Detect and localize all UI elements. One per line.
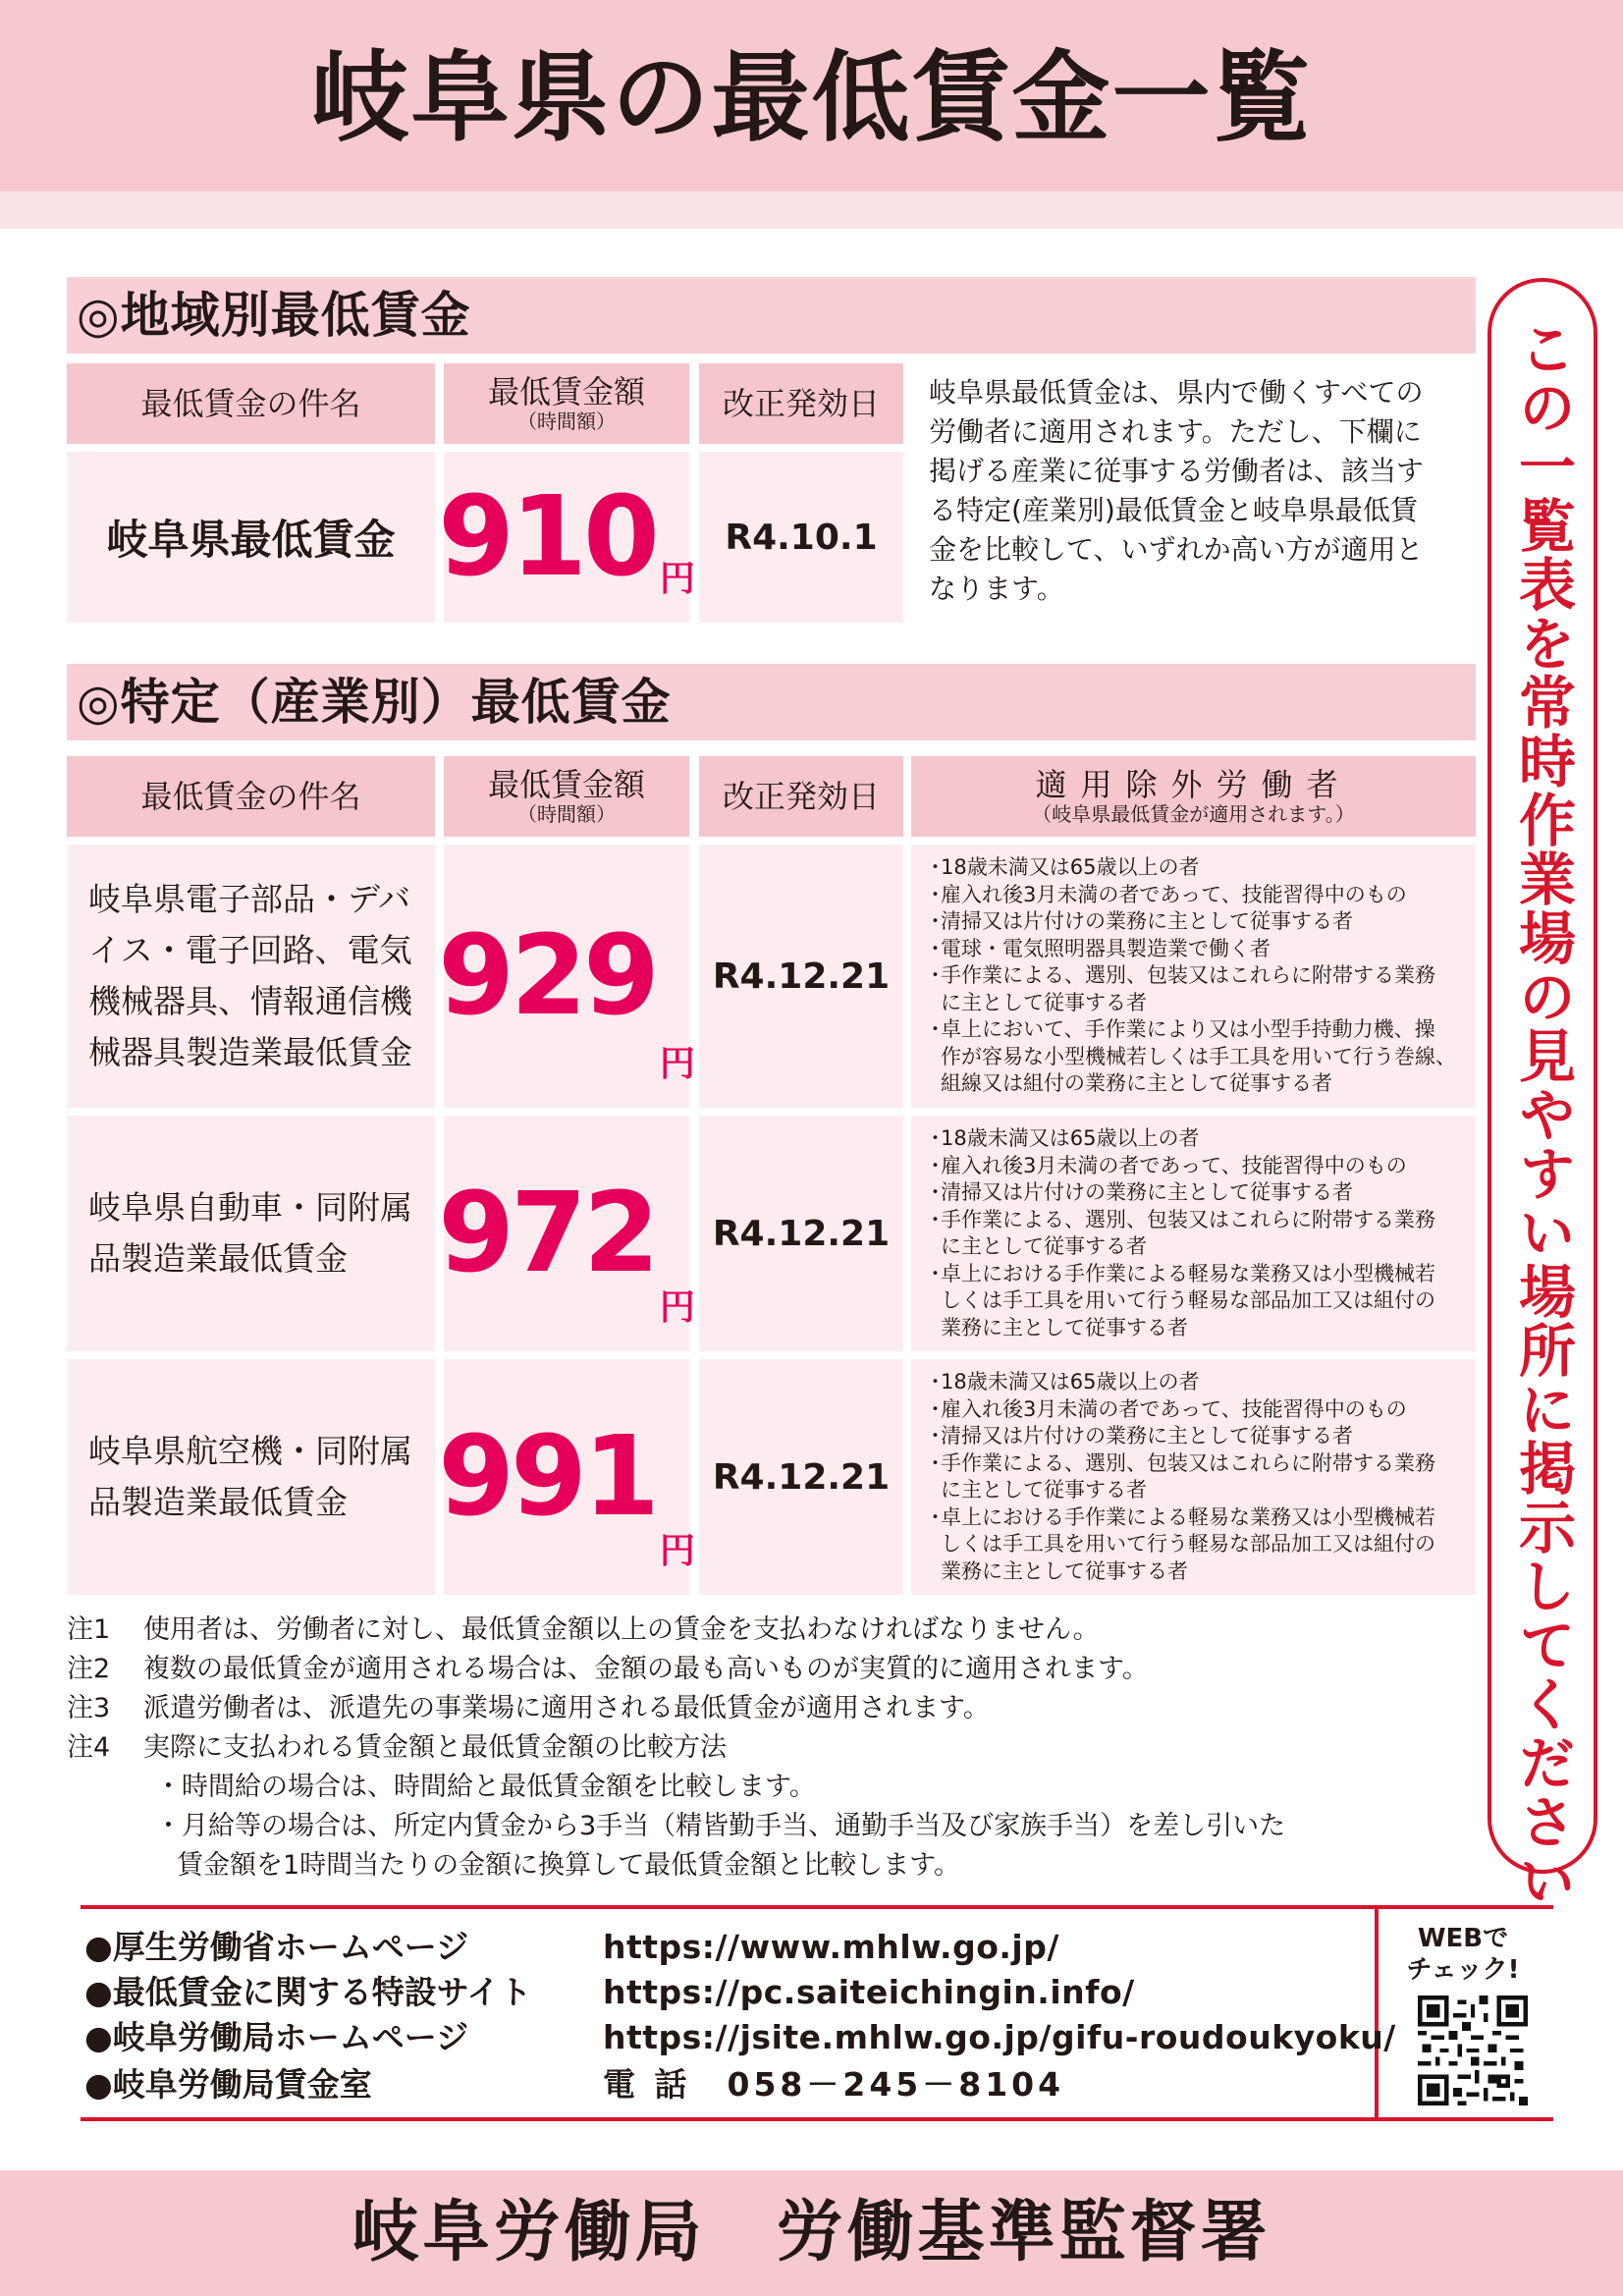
specific-row-exclusions <box>911 1359 1476 1595</box>
specific-row-exclusions <box>911 1116 1476 1351</box>
exclusion-item: に主として従事する者 <box>941 1234 1147 1258</box>
regional-row-name <box>67 452 435 623</box>
exclusion-item: に主として従事する者 <box>941 1478 1147 1502</box>
web-check-label: WEBで チェック! <box>1406 1924 1520 1985</box>
exclusion-item: ・ 18歳未満又は65歳以上の者 <box>925 1370 1200 1394</box>
specific-row-name <box>67 1359 435 1595</box>
name-line: 岐阜県自動車・同附属 <box>88 1188 412 1227</box>
link-label: ●岐阜労働局賃金室 <box>84 2065 372 2104</box>
wage-amount: 972 <box>438 1170 656 1297</box>
specific-header-wage <box>444 756 689 837</box>
wage-amount: 929 <box>438 912 656 1040</box>
note4-item: 賃金額を1時間当たりの金額に換算して最低賃金額と比較します。 <box>177 1850 961 1881</box>
name-line: 械器具製造業最低賃金 <box>88 1033 412 1071</box>
header-sublabel: （時間額） <box>517 801 616 826</box>
description-line: なります。 <box>929 573 1064 605</box>
exclusion-item: ・ 手作業による、選別、包装又はこれらに附帯する業務 <box>925 963 1435 987</box>
header-label: 改正発効日 <box>722 777 880 815</box>
specific-row-wage <box>438 1116 695 1351</box>
exclusion-item: ・ 清掃又は片付けの業務に主として従事する者 <box>925 909 1353 933</box>
yen-unit: 円 <box>659 1287 695 1328</box>
exclusion-item: ・ 18歳未満又は65歳以上の者 <box>925 1126 1200 1150</box>
links-divider <box>1375 1905 1379 2121</box>
name-line: 品製造業最低賃金 <box>88 1483 348 1521</box>
regional-description <box>911 363 1476 623</box>
link-label: ●厚生労働省ホームページ <box>84 1928 469 1966</box>
exclusion-item: しくは手工具を用いて行う軽易な部品加工又は組付の <box>941 1288 1435 1312</box>
exclusion-item: ・ 雇入れ後3月未満の者であって、技能習得中のもの <box>925 1153 1407 1177</box>
link-label: ●岐阜労働局ホームページ <box>84 2018 469 2056</box>
specific-row-name <box>67 845 435 1108</box>
exclusion-item: ・ 清掃又は片付けの業務に主として従事する者 <box>925 1180 1353 1204</box>
effective-date: R4.12.21 <box>712 1456 891 1498</box>
regional-heading: ◎地域別最低賃金 <box>67 277 1476 354</box>
exclusion-item: に主として従事する者 <box>941 990 1147 1014</box>
link-url[interactable]: https://jsite.mhlw.go.jp/gifu-roudoukyoku/ <box>603 2018 1396 2056</box>
phone-number: 電 話 058－245－8104 <box>603 2065 1065 2104</box>
specific-header-exclusions <box>911 756 1476 837</box>
exclusion-item: ・ 雇入れ後3月未満の者であって、技能習得中のもの <box>925 882 1407 906</box>
link-row[interactable] <box>84 1925 1059 1970</box>
effective-date: R4.12.21 <box>712 956 891 997</box>
yen-unit: 円 <box>659 559 695 599</box>
link-row[interactable] <box>84 2015 1396 2060</box>
yen-unit: 円 <box>659 1531 695 1571</box>
regional-header-name <box>67 363 435 444</box>
exclusion-item: ・ 卓上における手作業による軽易な業務又は小型機械若 <box>925 1261 1435 1285</box>
exclusion-item: 業務に主として従事する者 <box>941 1558 1188 1583</box>
specific-row-date <box>699 1359 903 1595</box>
note4-item: ・月給等の場合は、所定内賃金から3手当（精皆勤手当、通勤手当及び家族手当）を差し引いた <box>155 1811 1286 1841</box>
note-item: 注1 使用者は、労働者に対し、最低賃金額以上の賃金を支払わなければなりません。 <box>67 1614 1100 1645</box>
regional-header-wage <box>444 363 689 444</box>
effective-date: R4.12.21 <box>712 1213 891 1254</box>
header-label: 最低賃金の件名 <box>140 777 361 815</box>
notes <box>67 1611 1461 1886</box>
name-line: イス・電子回路、電気 <box>88 931 412 969</box>
exclusion-item: ・ 手作業による、選別、包装又はこれらに附帯する業務 <box>925 1450 1435 1475</box>
header-label: 最低賃金の件名 <box>140 384 361 422</box>
banner-text: この一覧表を常時作業場の見やすい場所に掲示してください <box>1509 319 1576 1910</box>
header-label: 適用除外労働者 <box>1035 766 1352 804</box>
exclusion-item: ・ 電球・電気照明器具製造業で働く者 <box>925 936 1271 960</box>
note-item: 注3 派遣労働者は、派遣先の事業場に適用される最低賃金が適用されます。 <box>67 1693 990 1723</box>
regional-row-date <box>699 452 903 623</box>
exclusion-item: 作が容易な小型機械若しくは手工具を用いて行う巻線、 <box>941 1044 1456 1068</box>
regional-row-wage <box>438 452 695 623</box>
exclusion-item: ・ 清掃又は片付けの業務に主として従事する者 <box>925 1424 1353 1448</box>
note-item: 注2 複数の最低賃金が適用される場合は、金額の最も高いものが実質的に適用されます。 <box>67 1654 1149 1684</box>
footer: 岐阜労働局 労働基準監督署 <box>0 2170 1623 2296</box>
specific-row-date <box>699 1116 903 1351</box>
exclusion-item: ・ 18歳未満又は65歳以上の者 <box>925 855 1200 879</box>
link-label: ●最低賃金に関する特設サイト <box>84 1973 532 2011</box>
specific-row-exclusions <box>911 845 1476 1108</box>
header-label: 最低賃金額 <box>487 766 645 804</box>
description-text <box>929 373 1424 609</box>
note-item: 注4 実際に支払われる賃金額と最低賃金額の比較方法 <box>67 1732 727 1763</box>
exclusion-item: 組線又は組付の業務に主として従事する者 <box>941 1071 1332 1095</box>
description-line: 岐阜県最低賃金は、県内で働くすべての <box>929 376 1424 409</box>
description-line: る特定(産業別)最低賃金と岐阜県最低賃 <box>929 494 1418 526</box>
specific-header-date <box>699 756 903 837</box>
exclusion-item: 業務に主として従事する者 <box>941 1315 1188 1339</box>
effective-date: R4.10.1 <box>725 517 878 558</box>
description-line: 労働者に適用されます。ただし、下欄に <box>929 415 1422 448</box>
exclusion-item: ・ 雇入れ後3月未満の者であって、技能習得中のもの <box>925 1396 1407 1421</box>
name-line: 品製造業最低賃金 <box>88 1239 348 1278</box>
description-line: 掲げる産業に従事する労働者は、該当す <box>929 455 1425 487</box>
title-stripe <box>0 191 1623 229</box>
header-sublabel: （岐阜県最低賃金が適用されます。） <box>1032 801 1355 826</box>
name-line: 岐阜県航空機・同附属 <box>88 1432 412 1470</box>
exclusion-item: しくは手工具を用いて行う軽易な部品加工又は組付の <box>941 1532 1435 1556</box>
exclusion-item: ・ 卓上における手作業による軽易な業務又は小型機械若 <box>925 1504 1435 1529</box>
regional-header-date <box>699 363 903 444</box>
link-url[interactable]: https://pc.saiteichingin.info/ <box>603 1973 1135 2011</box>
note4-item: ・時間給の場合は、時間給と最低賃金額を比較します。 <box>155 1772 816 1802</box>
header-label: 最低賃金額 <box>487 373 645 411</box>
description-line: 金を比較して、いずれか高い方が適用と <box>929 533 1424 566</box>
exclusion-item: ・ 手作業による、選別、包装又はこれらに附帯する業務 <box>925 1207 1435 1231</box>
specific-heading: ◎特定（産業別）最低賃金 <box>67 664 1476 740</box>
qr-code-icon[interactable] <box>1418 1995 1528 2105</box>
page-title: 岐阜県の最低賃金一覧 <box>310 40 1313 155</box>
exclusion-item: ・ 卓上において、手作業により又は小型手持動力機、操 <box>925 1017 1435 1041</box>
name-line: 機械器具、情報通信機 <box>88 982 412 1020</box>
wage-name: 岐阜県最低賃金 <box>106 516 396 564</box>
wage-amount: 910 <box>438 473 656 601</box>
header-sublabel: （時間額） <box>517 409 616 433</box>
wage-amount: 991 <box>438 1413 656 1541</box>
specific-header-name <box>67 756 435 837</box>
link-url[interactable]: https://www.mhlw.go.jp/ <box>603 1928 1059 1966</box>
yen-unit: 円 <box>659 1044 695 1084</box>
link-row[interactable] <box>84 1970 1135 2015</box>
specific-row-wage <box>438 845 695 1108</box>
specific-row-name <box>67 1116 435 1351</box>
name-line: 岐阜県電子部品・デバ <box>88 880 411 918</box>
specific-row-date <box>699 845 903 1108</box>
header-label: 改正発効日 <box>722 384 880 422</box>
link-row <box>84 2062 1064 2107</box>
specific-row-wage <box>438 1359 695 1595</box>
